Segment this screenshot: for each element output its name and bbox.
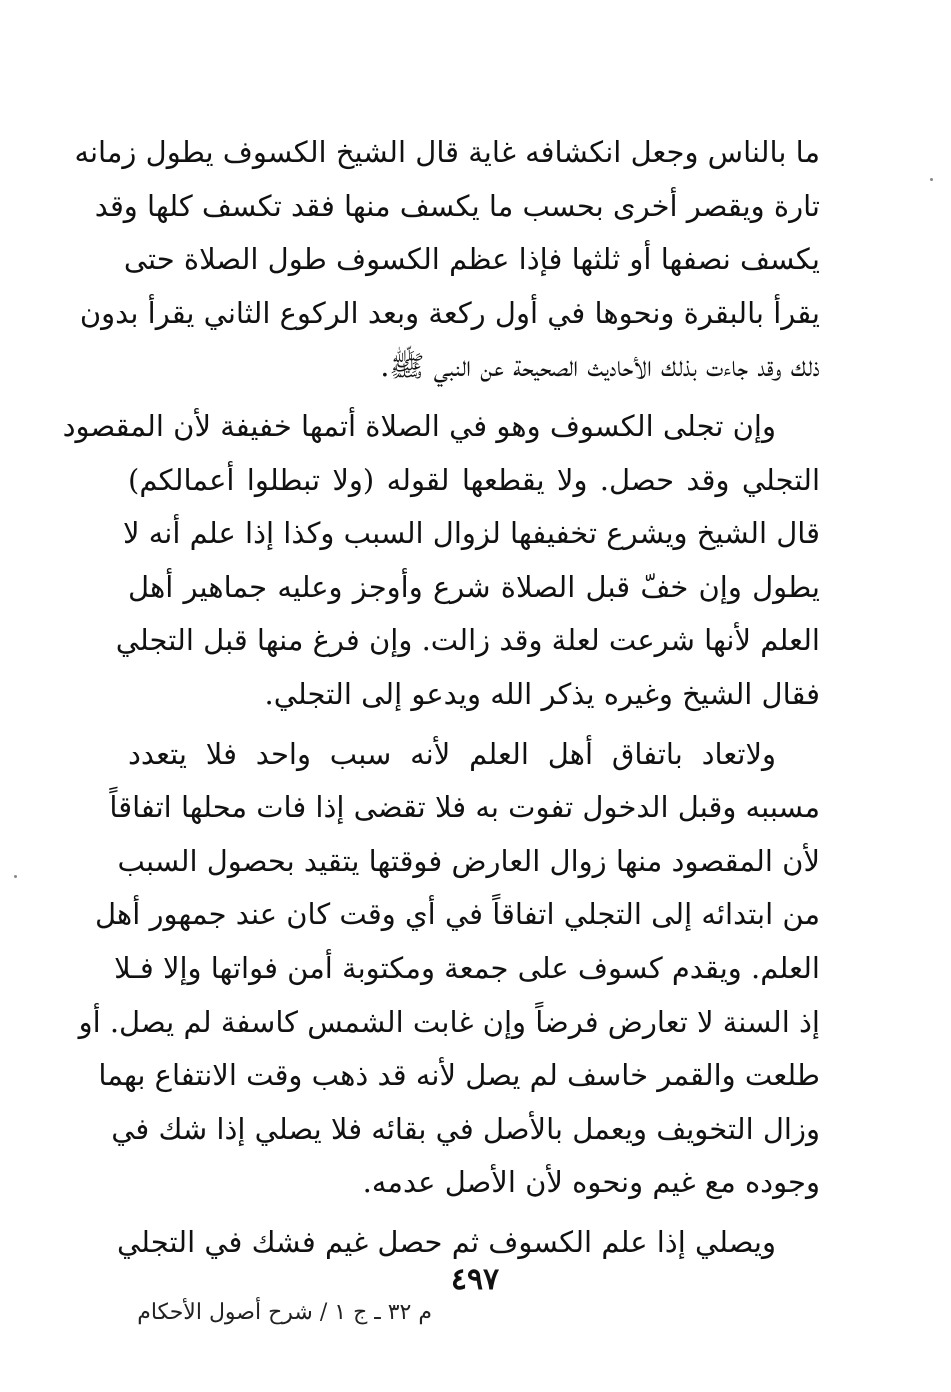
paragraph-3 (78, 728, 820, 1210)
text-line: ويصلي إذا علم الكسوف ثم حصل غيم فشك في التجلي (117, 1224, 776, 1259)
footer-signature: م ٣٢ ـ ج ١ / شرح أصول الأحكام (137, 1300, 432, 1325)
text-line: وجوده مع غيم ونحوه لأن الأصل عدمه. (362, 1165, 820, 1200)
text-line: من ابتدائه إلى التجلي اتفاقاً في أي وقت كان عند جمهور أهل (94, 897, 820, 932)
paragraph-1 (74, 126, 820, 394)
text-line: إذ السنة لا تعارض فرضاً وإن غابت الشمس كاسفة لم يصل. أو (78, 1004, 820, 1039)
text-line: وزال التخويف ويعمل بالأصل في بقائه فلا يصلي إذا شك في (111, 1111, 820, 1146)
text-line: التجلي وقد حصل. ولا يقطعها لقوله (ولا تبطلوا أعمالكم) (128, 462, 820, 497)
text-line: يقرأ بالبقرة ونحوها في أول ركعة وبعد الركوع الثاني يقرأ بدون (79, 295, 820, 330)
text-line: قال الشيخ ويشرع تخفيفها لزوال السبب وكذا إذا علم أنه لا (122, 516, 820, 551)
text-line: تارة ويقصر أخرى بحسب ما يكسف منها فقد تكسف كلها وقد (94, 188, 820, 223)
text-line: لأن المقصود منها زوال العارض فوقتها يتقيد بحصول السبب (117, 843, 820, 878)
text-line: ذلك وقد جاءت بذلك الأحاديث الصحيحة عن النبي ﷺ. (380, 349, 820, 384)
page-number: ٤٩٧ (450, 1262, 500, 1297)
text-line: العلم لأنها شرعت لعلة وقد زالت. وإن فرغ منها قبل التجلي (115, 623, 820, 658)
page-body (62, 126, 820, 1275)
text-line: طلعت والقمر خاسف لم يصل لأنه قد ذهب وقت الانتفاع بهما (98, 1058, 820, 1093)
text-line: فقال الشيخ وغيره يذكر الله ويدعو إلى التجلي. (264, 676, 820, 711)
paragraph-2 (62, 400, 820, 722)
margin-speck (930, 178, 933, 181)
text-line: يكسف نصفها أو ثلثها فإذا عظم الكسوف طول الصلاة حتى (123, 242, 820, 277)
text-line: مسببه وقبل الدخول تفوت به فلا تقضى إذا فات محلها اتفاقاً (109, 790, 820, 825)
text-line: يطول وإن خفّ قبل الصلاة شرع وأوجز وعليه جماهير أهل (128, 569, 820, 604)
text-line: ما بالناس وجعل انكشافه غاية قال الشيخ الكسوف يطول زمانه (74, 135, 820, 169)
margin-speck (14, 875, 17, 878)
text-line: وإن تجلى الكسوف وهو في الصلاة أتمها خفيفة لأن المقصود (62, 408, 776, 443)
text-line: ولاتعاد باتفاق أهل العلم لأنه سبب واحد فلا يتعدد (128, 736, 776, 771)
text-line: العلم. ويقدم كسوف على جمعة ومكتوبة أمن فواتها وإلا فـلا (114, 950, 820, 985)
